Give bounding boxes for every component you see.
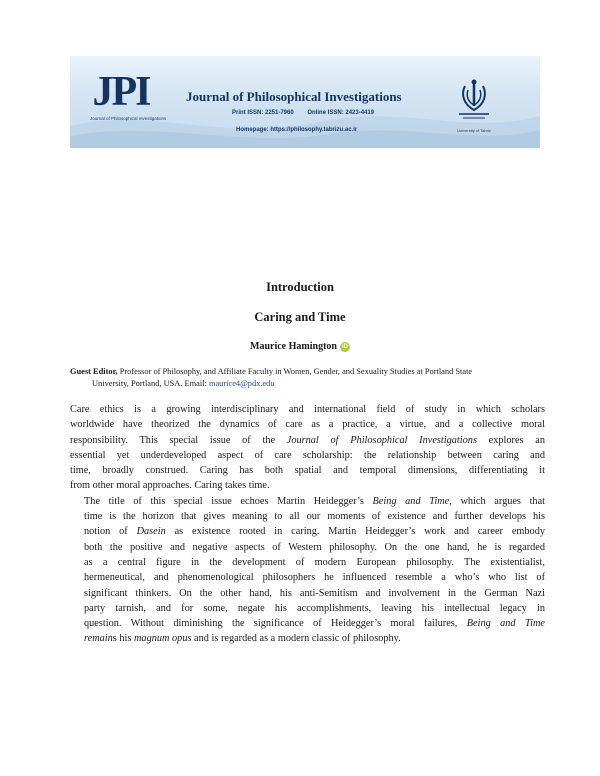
italic-text: Dasein	[136, 526, 166, 538]
affiliation-line-1: Professor of Philosophy, and Affiliate Faculty in Women, Gender, and Sexuality Studies at Portland State	[117, 367, 473, 376]
university-emblem-icon	[451, 76, 497, 122]
text-line	[70, 494, 545, 509]
issn-line	[232, 110, 374, 116]
jpi-logo-caption: Journal of Philosophical Investigations	[90, 116, 167, 121]
text-segment: explores an	[476, 434, 546, 446]
text-segment: and is regarded as a modern classic of philosophy.	[191, 633, 401, 645]
text-segment: s his	[112, 633, 134, 645]
paragraph-1	[70, 402, 545, 494]
paragraph-2	[70, 494, 545, 647]
journal-title: Journal of Philosophical Investigations	[186, 89, 402, 104]
affiliation-line-2-wrap	[70, 378, 545, 390]
italic-text: remain	[84, 633, 113, 645]
text-line: worldwide have theorized the dynamics of care as a practice, a virtue, and a collective moral	[70, 419, 545, 431]
text-segment: as existence rooted in caring. Martin Heidegger’s work and career embody	[165, 526, 545, 538]
affiliation-role: Guest Editor,	[70, 367, 118, 376]
text-line	[70, 433, 545, 448]
university-logo	[451, 76, 497, 132]
text-segment: question. Without diminishing the significance of Heidegger’s moral failures,	[84, 618, 467, 630]
text-line: hermeneutical, and phenomenological philosophers he influenced resemble a who’s who list of	[84, 572, 545, 584]
online-issn: Online ISSN: 2423-4419	[307, 110, 375, 116]
affiliation-line-2: University, Portland, USA. Email:	[92, 378, 209, 388]
text-line	[70, 524, 545, 539]
text-line: Care ethics is a growing interdisciplinary and international field of study in which scholars	[70, 404, 545, 415]
article-title: Caring and Time	[254, 310, 346, 324]
section-heading: Introduction	[266, 280, 334, 294]
author-line	[0, 341, 600, 352]
text-line: party tarnish, and for some, negate his accomplishments, leaving his intellectual legacy in	[84, 602, 545, 614]
orcid-icon[interactable]: iD	[341, 344, 348, 350]
text-line: both the positive and negative aspects of Western philosophy. On the one hand, he is regarded	[84, 541, 545, 553]
print-issn: Print ISSN: 2251-7960	[232, 110, 294, 116]
text-line	[70, 616, 545, 631]
text-line: essential yet underdeveloped aspect of care scholarship: the relationship between caring and	[70, 449, 545, 461]
text-line: as a central figure in the development of modern European philosophy. The existentialist,	[84, 556, 545, 568]
text-line: from other moral approaches. Caring takes time.	[70, 480, 270, 492]
italic-text: Being and Time,	[372, 495, 452, 507]
text-segment: notion of	[84, 526, 137, 538]
text-line: significant thinkers. On the other hand, his anti-Semitism and involvement in the German Nazi	[84, 587, 545, 599]
journal-homepage: Homepage: https://philosophy.tabrizu.ac.ir	[236, 127, 358, 133]
italic-text: magnum opus	[133, 633, 192, 645]
italic-text: Journal of Philosophical Investigations	[286, 434, 477, 446]
text-line: time is the horizon that gives meaning to all our moments of existence and further develops his	[84, 511, 545, 523]
text-line: time, broadly construed. Caring has both spatial and temporal dimensions, differentiating it	[70, 465, 545, 477]
jpi-logo	[90, 69, 167, 132]
text-segment: responsibility. This special issue of the	[70, 434, 287, 446]
author-affiliation	[70, 366, 545, 389]
author-name: Maurice Hamington	[250, 341, 337, 352]
text-line	[70, 631, 545, 646]
text-segment: which argues that	[451, 495, 546, 507]
journal-banner	[70, 56, 540, 148]
article-body	[70, 402, 545, 647]
italic-text: Being and Time	[466, 618, 545, 630]
university-caption: University of Tabriz	[457, 128, 491, 133]
jpi-logo-text: JPI	[92, 69, 150, 115]
text-segment: The title of this special issue echoes Martin Heidegger’s	[84, 495, 373, 507]
author-email-link[interactable]: maurice4@pdx.edu	[208, 378, 275, 388]
